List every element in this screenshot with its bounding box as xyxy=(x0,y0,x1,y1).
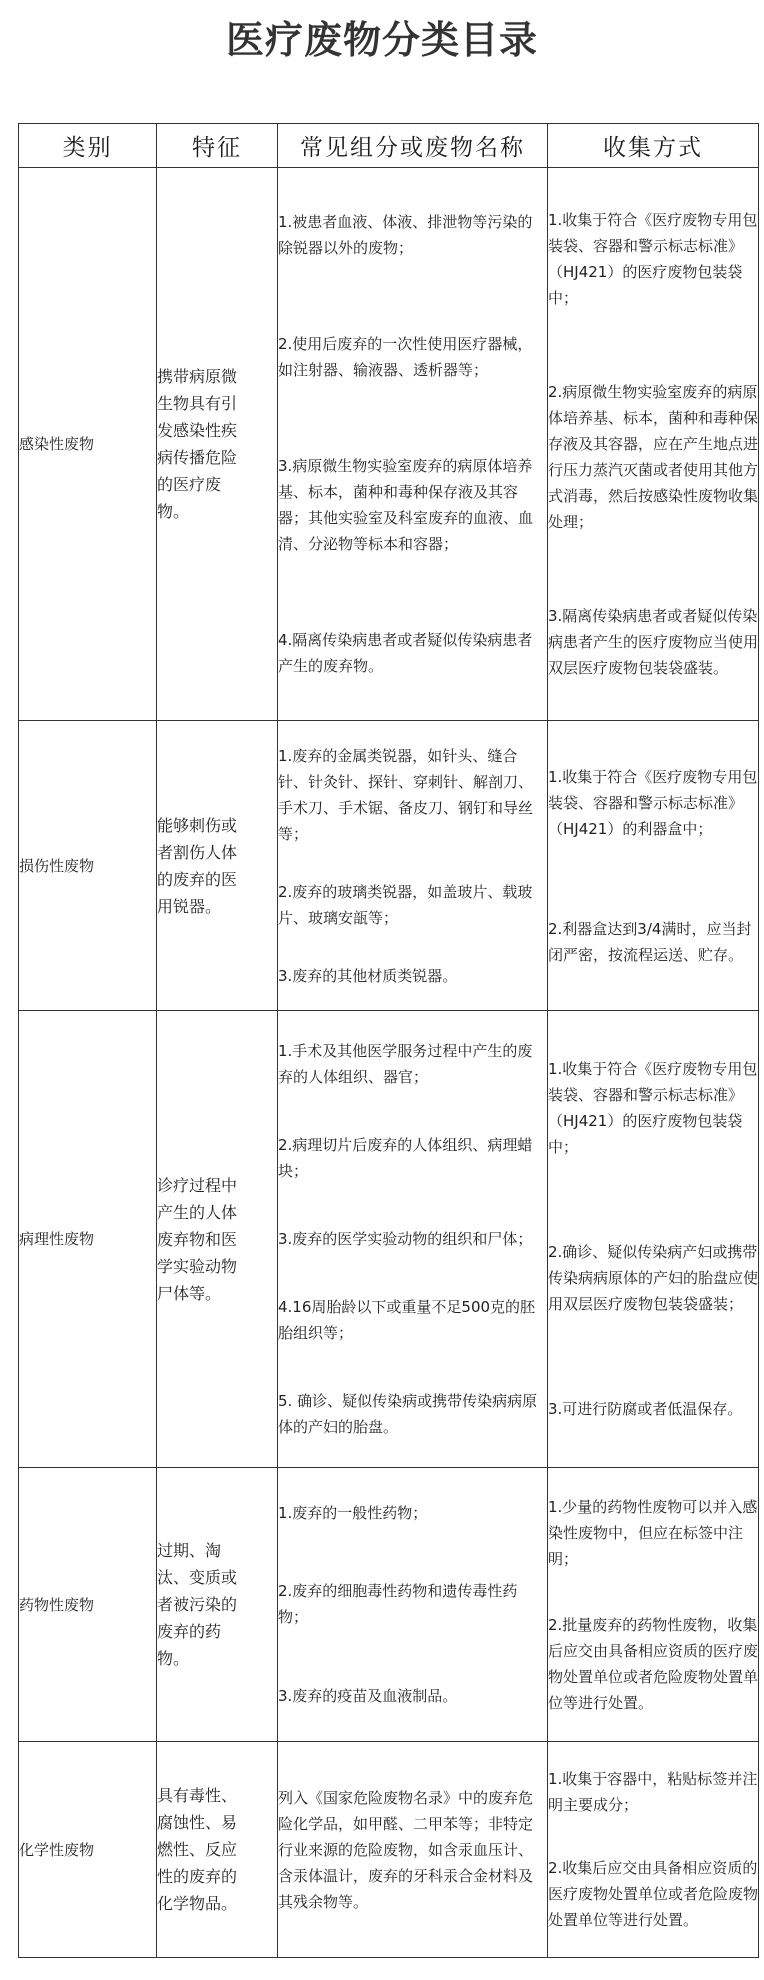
list-item: 3.病原微生物实验室废弃的病原体培养基、标本，菌种和毒种保存液及其容器；其他实验室及科室废弃的血液、血清、分泌物等标本和容器； xyxy=(278,457,534,554)
list-item: 2.病原微生物实验室废弃的病原体培养基、标本，菌种和毒种保存液及其容器，应在产生地点进行压力蒸汽灭菌或者使用其他方式消毒，然后按感染性废物收集处理； xyxy=(548,382,759,531)
list-item: 5. 确诊、疑似传染病或携带传染病病原体的产妇的胎盘。 xyxy=(278,1392,538,1437)
header-items: 常见组分或废物名称 xyxy=(278,124,548,168)
list-item: 3.废弃的疫苗及血液制品。 xyxy=(278,1687,458,1706)
list-item: 2.病理切片后废弃的人体组织、病理蜡块； xyxy=(278,1135,533,1180)
waste-catalog-table xyxy=(18,123,759,1958)
list-item: 2.使用后废弃的一次性使用医疗器械，如注射器、输液器、透析器等； xyxy=(278,334,533,379)
list-item: 3.可进行防腐或者低温保存。 xyxy=(548,1400,743,1418)
table-row xyxy=(19,721,759,1011)
list-item: 3.废弃的其他材质类锐器。 xyxy=(278,966,458,985)
category-cell: 药物性废物 xyxy=(19,1468,157,1742)
list-item: 2.收集后应交由具备相应资质的医疗废物处置单位或者危险废物处置单位等进行处置。 xyxy=(548,1859,759,1929)
list-item: 3.废弃的医学实验动物的组织和尸体； xyxy=(278,1229,533,1248)
method-cell xyxy=(548,721,759,1011)
feature-text: 具有毒性、腐蚀性、易燃性、反应性的废弃的化学物品。 xyxy=(157,1786,238,1913)
list-item: 1.少量的药物性废物可以并入感染性废物中，但应在标签中注明； xyxy=(548,1497,758,1568)
list-item: 1.收集于符合《医疗废物专用包装袋、容器和警示标志标准》（HJ421）的医疗废物包装袋中； xyxy=(548,211,758,308)
method-cell xyxy=(548,168,759,721)
category-cell: 损伤性废物 xyxy=(19,721,157,1011)
category-cell: 病理性废物 xyxy=(19,1011,157,1468)
list-item: 2.确诊、疑似传染病产妇或携带传染病病原体的产妇的胎盘应使用双层医疗废物包装袋盛装； xyxy=(548,1243,759,1313)
table-header-row xyxy=(19,124,759,168)
method-list xyxy=(548,1474,758,1736)
feature-cell xyxy=(157,1468,278,1742)
header-category: 类别 xyxy=(19,124,157,168)
items-cell xyxy=(278,168,548,721)
items-list xyxy=(278,1017,547,1462)
list-item: 4.隔离传染病患者或者疑似传染病患者产生的废弃物。 xyxy=(278,631,533,676)
list-item: 1.废弃的一般性药物； xyxy=(278,1503,428,1522)
list-item: 2.批量废弃的药物性废物，收集后应交由具备相应资质的医疗废物处置单位或者危险废物处置单位等进行处置。 xyxy=(548,1615,759,1712)
items-cell xyxy=(278,1742,548,1958)
items-list xyxy=(278,727,547,1005)
feature-cell xyxy=(157,721,278,1011)
items-list xyxy=(278,174,547,715)
items-cell xyxy=(278,721,548,1011)
method-cell xyxy=(548,1011,759,1468)
category-cell: 化学性废物 xyxy=(19,1742,157,1958)
table-row xyxy=(19,1468,759,1742)
feature-text: 诊疗过程中产生的人体废弃物和医学实验动物尸体等。 xyxy=(157,1175,238,1303)
list-item: 1.收集于符合《医疗废物专用包装袋、容器和警示标志标准》（HJ421）的医疗废物包装袋中； xyxy=(548,1060,758,1156)
feature-cell xyxy=(157,168,278,721)
list-item: 1.被患者血液、体液、排泄物等污染的除锐器以外的废物； xyxy=(278,212,533,257)
method-list xyxy=(548,1748,758,1952)
feature-text: 能够刺伤或者割伤人体的废弃的医用锐器。 xyxy=(157,815,238,916)
list-item: 2.废弃的细胞毒性药物和遗传毒性药物； xyxy=(278,1582,518,1627)
items-list xyxy=(278,1474,547,1736)
feature-text: 过期、淘汰、变质或者被污染的废弃的药物。 xyxy=(157,1541,238,1668)
items-cell xyxy=(278,1011,548,1468)
items-list xyxy=(278,1748,547,1952)
table-row xyxy=(19,1011,759,1468)
header-method: 收集方式 xyxy=(548,124,759,168)
list-item: 2.废弃的玻璃类锐器，如盖玻片、载玻片、玻璃安瓿等； xyxy=(278,882,533,927)
header-feature: 特征 xyxy=(157,124,278,168)
method-list xyxy=(548,1017,758,1462)
method-list xyxy=(548,174,758,715)
list-item: 3.隔离传染病患者或者疑似传染病患者产生的医疗废物应当使用双层医疗废物包装袋盛装。 xyxy=(548,606,759,677)
method-list xyxy=(548,727,758,1005)
table-row xyxy=(19,168,759,721)
list-item: 列入《国家危险废物名录》中的废弃危险化学品，如甲醛、二甲苯等；非特定行业来源的危险废物，如含汞血压计、含汞体温计，废弃的牙科汞合金材料及其残余物等。 xyxy=(278,1788,534,1911)
list-item: 2.利器盒达到3/4满时，应当封闭严密，按流程运送、贮存。 xyxy=(548,919,752,964)
page-title: 医疗废物分类目录 xyxy=(225,18,538,62)
category-cell: 感染性废物 xyxy=(19,168,157,721)
feature-cell xyxy=(157,1011,278,1468)
list-item: 1.废弃的金属类锐器，如针头、缝合针、针灸针、探针、穿刺针、解剖刀、手术刀、手术锯、备皮刀、钢钉和导丝等； xyxy=(278,746,534,843)
method-cell xyxy=(548,1468,759,1742)
table-row xyxy=(19,1742,759,1958)
list-item: 4.16周胎龄以下或重量不足500克的胚胎组织等； xyxy=(278,1298,536,1343)
method-cell xyxy=(548,1742,759,1958)
list-item: 1.手术及其他医学服务过程中产生的废弃的人体组织、器官； xyxy=(278,1041,533,1086)
feature-cell xyxy=(157,1742,278,1958)
feature-text: 携带病原微生物具有引发感染性疾病传播危险的医疗废物。 xyxy=(157,367,238,521)
list-item: 1.收集于符合《医疗废物专用包装袋、容器和警示标志标准》（HJ421）的利器盒中； xyxy=(548,767,758,838)
items-cell xyxy=(278,1468,548,1742)
list-item: 1.收集于容器中，粘贴标签并注明主要成分； xyxy=(548,1770,758,1814)
